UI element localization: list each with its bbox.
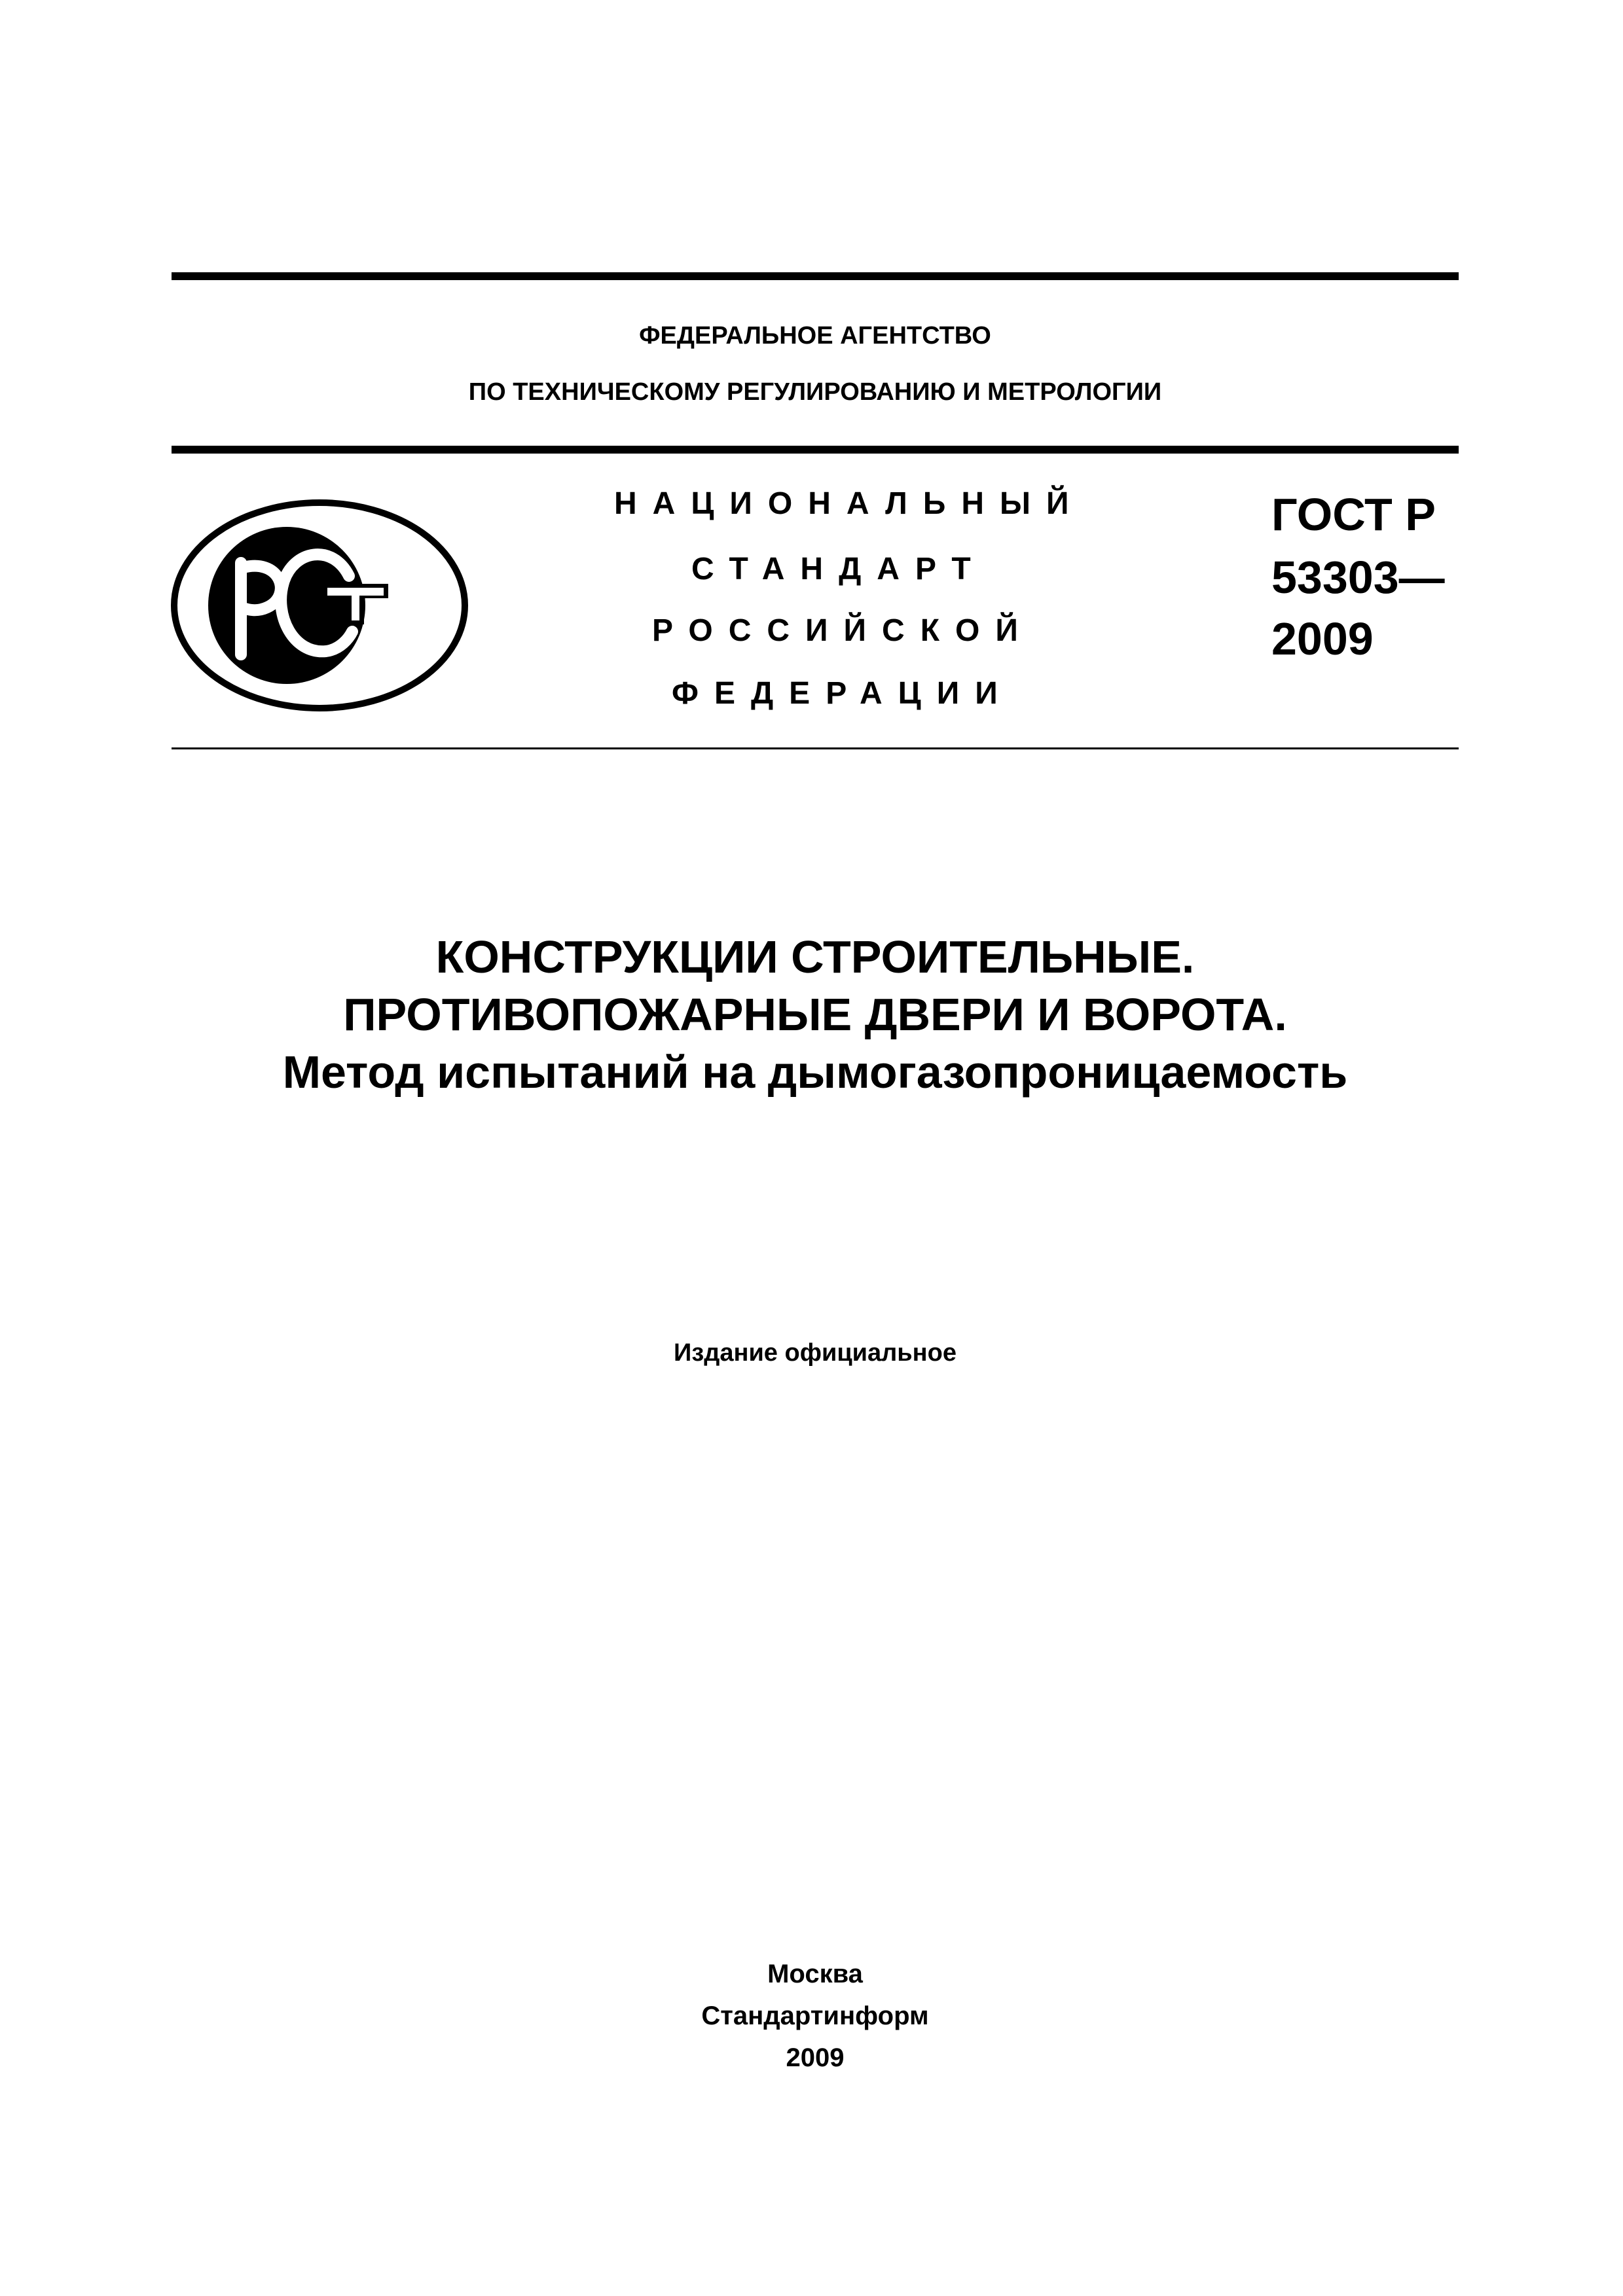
standard-code-line-2: 53303— (1271, 552, 1445, 603)
title-line-1: КОНСТРУКЦИИ СТРОИТЕЛЬНЫЕ. (435, 931, 1195, 982)
imprint-publisher: Стандартинформ (701, 2001, 929, 2030)
title-line-2: ПРОТИВОПОЖАРНЫЕ ДВЕРИ И ВОРОТА. (343, 989, 1287, 1040)
agency-name-line-2: ПО ТЕХНИЧЕСКОМУ РЕГУЛИРОВАНИЮ И МЕТРОЛОГИИ (468, 378, 1162, 406)
status-line-2: СТАНДАРТ (691, 552, 987, 586)
agency-name-line-1: ФЕДЕРАЛЬНОЕ АГЕНТСТВО (639, 322, 991, 350)
standard-code-line-3: 2009 (1271, 613, 1374, 664)
header-rule (172, 446, 1459, 454)
top-rule (172, 272, 1459, 280)
status-line-4: ФЕДЕРАЦИИ (672, 676, 1013, 711)
imprint-city: Москва (767, 1960, 863, 1988)
header-bottom-rule (172, 747, 1459, 749)
rst-logo-icon (169, 497, 470, 713)
status-line-3: РОССИЙСКОЙ (652, 613, 1034, 648)
imprint-year: 2009 (786, 2043, 845, 2072)
standard-code-line-1: ГОСТ Р (1271, 489, 1436, 540)
status-line-1: НАЦИОНАЛЬНЫЙ (614, 486, 1085, 521)
imprint (172, 1953, 1459, 2079)
document-title (172, 928, 1459, 1101)
edition-note: Издание официальное (674, 1339, 957, 1367)
title-line-3: Метод испытаний на дымогазопроницаемость (282, 1047, 1348, 1098)
